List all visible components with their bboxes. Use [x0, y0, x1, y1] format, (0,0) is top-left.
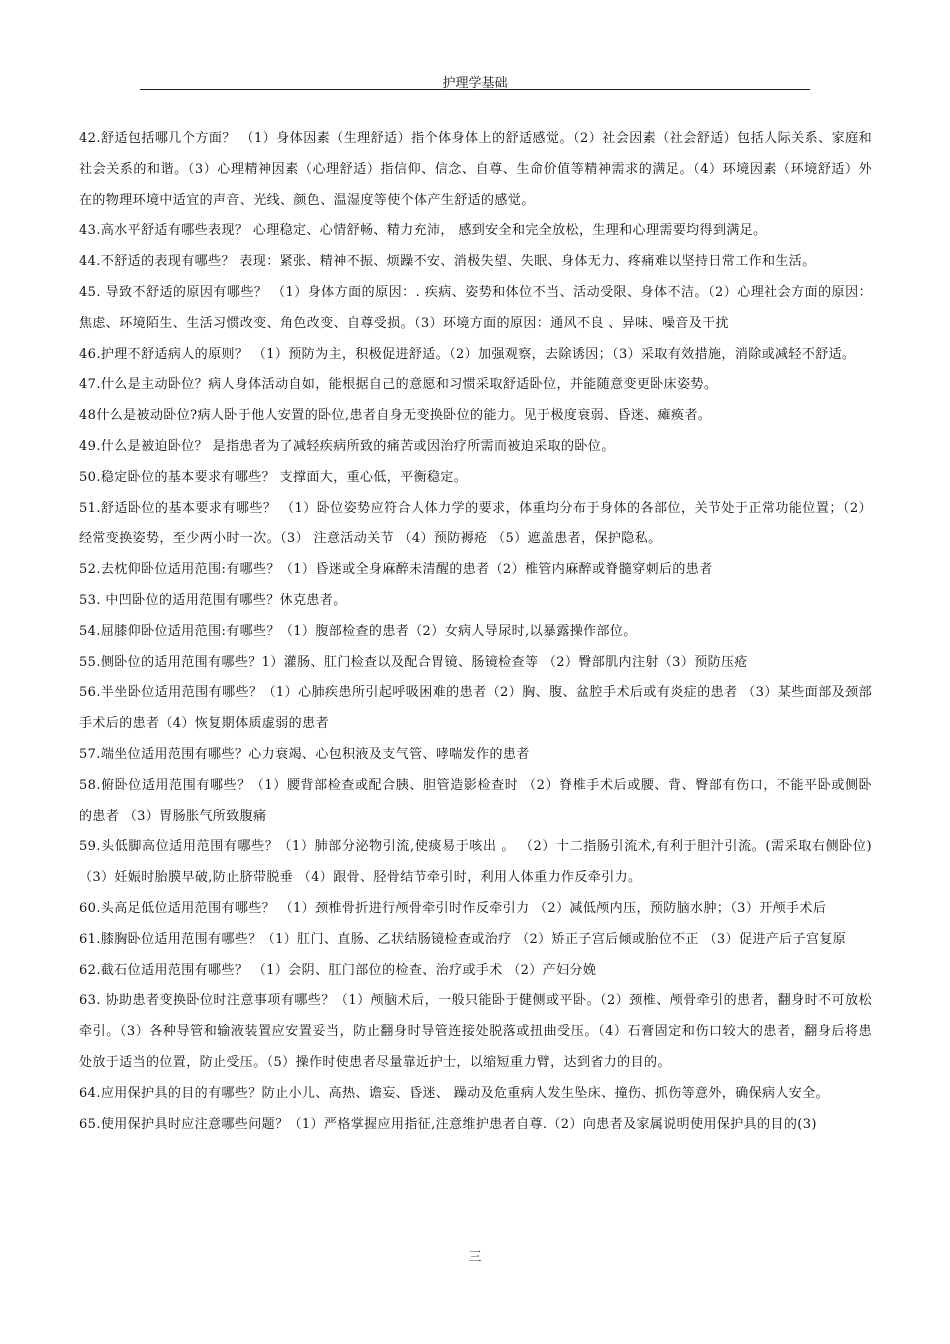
paragraph-65: 65.使用保护具时应注意哪些问题？（1）严格掌握应用指征,注意维护患者自尊.（2）向患者及家属说明使用保护具的目的(3)	[79, 1116, 817, 1132]
document-body	[79, 124, 872, 1140]
paragraph-63: 63. 协助患者变换卧位时注意事项有哪些？（1）颅脑术后，一般只能卧于健侧或平卧。（2）颈椎、颅骨牵引的患者，翻身时不可放松牵引。（3）各种导管和输液装置应安置妥当，防止翻身时导管连接处脱落或扭曲受压。（4）石膏固定和伤口较大的患者，翻身后将患处放于适当的位置，防止受压。（5）操作时使患者尽量靠近护士，以缩短重力臂，达到省力的目的。	[79, 993, 872, 1070]
paragraph-55: 55.侧卧位的适用范围有哪些？1）灌肠、肛门检查以及配合胃镜、肠镜检查等 （2）臀部肌内注射（3）预防压疮	[79, 654, 748, 670]
page-number: 三	[468, 1250, 482, 1265]
paragraph-53: 53. 中凹卧位的适用范围有哪些？休克患者。	[79, 592, 347, 608]
header-rule	[140, 89, 810, 90]
paragraph-45: 45. 导致不舒适的原因有哪些？ （1）身体方面的原因：. 疾病、姿势和体位不当、活动受限、身体不洁。（2）心理社会方面的原因：焦虑、环境陌生、生活习惯改变、角色改变、自尊受损。（3）环境方面的原因：通风不良 、异味、噪音及干扰	[79, 284, 872, 331]
paragraph-59: 59.头低脚高位适用范围有哪些？（1）肺部分泌物引流,使痰易于咳出 。 （2）十二指肠引流术,有利于胆汁引流。(需采取右侧卧位) （3）妊娠时胎膜早破,防止脐带脱垂 （4）跟骨、胫骨结节牵引时，利用人体重力作反牵引力。	[79, 839, 872, 886]
paragraph-52: 52.去枕仰卧位适用范围:有哪些？（1）昏迷或全身麻醉未清醒的患者（2）椎管内麻醉或脊髓穿刺后的患者	[79, 562, 713, 578]
paragraph-61: 61.膝胸卧位适用范围有哪些？（1）肛门、直肠、乙状结肠镜检查或治疗 （2）矫正子宫后倾或胎位不正 （3）促进产后子宫复原	[79, 931, 847, 947]
paragraph-46: 46.护理不舒适病人的原则？ （1）预防为主，积极促进舒适。（2）加强观察，去除诱因；（3）采取有效措施，消除或减轻不舒适。	[79, 346, 856, 362]
paragraph-49: 49.什么是被迫卧位？ 是指患者为了减轻疾病所致的痛苦或因治疗所需而被迫采取的卧位。	[79, 438, 615, 454]
paragraph-51: 51.舒适卧位的基本要求有哪些？ （1）卧位姿势应符合人体力学的要求，体重均分布于身体的各部位，关节处于正常功能位置；（2）经常变换姿势，至少两小时一次。（3） 注意活动关节 （4）预防褥疮 （5）遮盖患者，保护隐私。	[79, 500, 872, 547]
paragraph-48: 48什么是被动卧位?病人卧于他人安置的卧位,患者自身无变换卧位的能力。见于极度衰弱、昏迷、瘫痪者。	[79, 408, 712, 424]
paragraph-47: 47.什么是主动卧位？病人身体活动自如，能根据自己的意愿和习惯采取舒适卧位，并能随意变更卧床姿势。	[79, 377, 718, 393]
paragraph-44: 44.不舒适的表现有哪些？ 表现：紧张、精神不振、烦躁不安、消极失望、失眠、身体无力、疼痛难以坚持日常工作和生活。	[79, 254, 816, 270]
paragraph-56: 56.半坐卧位适用范围有哪些？（1）心肺疾患所引起呼吸困难的患者（2）胸、腹、盆腔手术后或有炎症的患者 （3）某些面部及颈部手术后的患者（4）恢复期体质虚弱的患者	[79, 685, 872, 732]
paragraph-50: 50.稳定卧位的基本要求有哪些？ 支撑面大，重心低，平衡稳定。	[79, 469, 468, 485]
paragraph-58: 58.俯卧位适用范围有哪些？（1）腰背部检查或配合胰、胆管造影检查时 （2）脊椎手术后或腰、背、臀部有伤口，不能平卧或侧卧的患者 （3）胃肠胀气所致腹痛	[79, 777, 872, 824]
paragraph-62: 62.截石位适用范围有哪些？ （1）会阴、肛门部位的检查、治疗或手术 （2）产妇分娩	[79, 962, 597, 978]
paragraph-42: 42.舒适包括哪几个方面？ （1）身体因素（生理舒适）指个体身体上的舒适感觉。（2）社会因素（社会舒适）包括人际关系、家庭和社会关系的和谐。（3）心理精神因素（心理舒适）指信仰、信念、自尊、生命价值等精神需求的满足。（4）环境因素（环境舒适）外在的物理环境中适宜的声音、光线、颜色、温湿度等使个体产生舒适的感觉。	[79, 131, 872, 208]
paragraph-54: 54.屈膝仰卧位适用范围:有哪些？（1）腹部检查的患者（2）女病人导尿时,以暴露操作部位。	[79, 623, 637, 639]
paragraph-43: 43.高水平舒适有哪些表现？ 心理稳定、心情舒畅、精力充沛， 感到安全和完全放松，生理和心理需要均得到满足。	[79, 223, 767, 239]
page-header: 护理学基础	[442, 76, 508, 91]
paragraph-57: 57.端坐位适用范围有哪些？心力衰竭、心包积液及支气管、哮喘发作的患者	[79, 746, 530, 762]
paragraph-60: 60.头高足低位适用范围有哪些？ （1）颈椎骨折进行颅骨牵引时作反牵引力 （2）减低颅内压，预防脑水肿；（3）开颅手术后	[79, 900, 827, 916]
paragraph-64: 64.应用保护具的目的有哪些？防止小儿、高热、谵妄、昏迷、 躁动及危重病人发生坠床、撞伤、抓伤等意外，确保病人安全。	[79, 1085, 830, 1101]
